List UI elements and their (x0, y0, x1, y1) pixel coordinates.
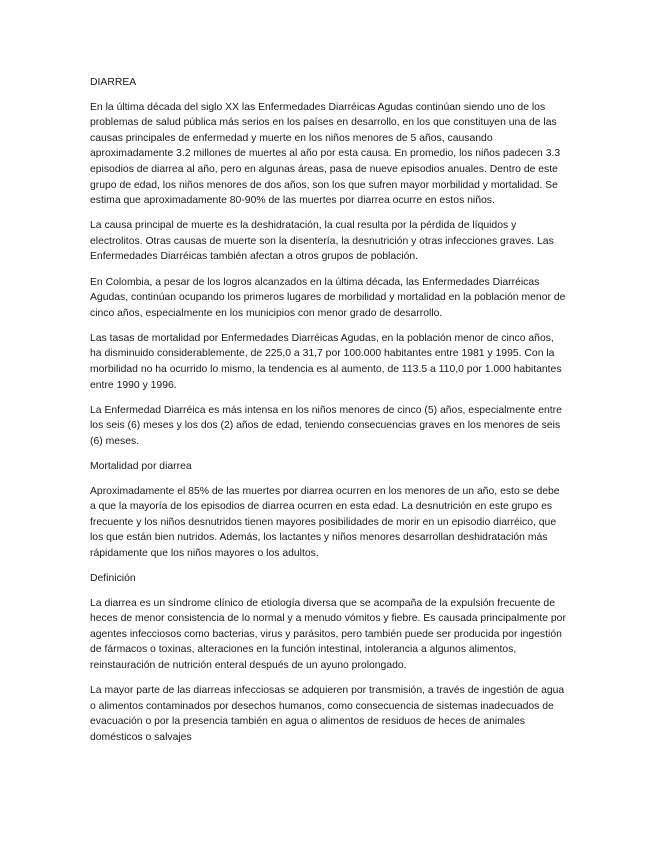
section-heading-mortality: Mortalidad por diarrea (90, 460, 192, 472)
paragraph-mortality: Aproximadamente el 85% de las muertes por diarrea ocurren en los menores de un año, esto se debe a que la mayoría de los episodios de diarrea ocurren en esta edad. La desnutrición en este grupo es frecuente y los niños desnutridos tienen mayores posibilidades de morir en un episodio diarréico, que los que están bien nutridos. Además, los lactantes y niños menores desarrollan deshidratación más rápidamente que los niños mayores o los adultos. (90, 485, 560, 559)
document-title: DIARREA (90, 77, 137, 88)
section-heading-definition: Definición (90, 573, 136, 585)
document-body (90, 75, 568, 755)
paragraph-definition: La diarrea es un síndrome clínico de etiología diversa que se acompaña de la expulsión frecuente de heces de menor consistencia de lo normal y a menudo vómitos y fiebre. Es causada principalmente por agentes infecciosos como bacterias, virus y parásitos, pero también puede ser producida por ingestión de fármacos o toxinas, alteraciones en la función intestinal, intolerancia a algunos alimentos, reinstauración de nutrición enteral después de un ayuno prolongado. (90, 597, 566, 671)
paragraph-transmission: La mayor parte de las diarreas infecciosas se adquieren por transmisión, a través de ingestión de agua o alimentos contaminados por desechos humanos, como consecuencia de sistemas inadecuados de evacuación o por la presencia también en agua o alimentos de residuos de heces de animales domésticos o salvajes (90, 685, 565, 743)
paragraph-intensity: La Enfermedad Diarréica es más intensa en los niños menores de cinco (5) años, especialmente entre los seis (6) meses y los dos (2) años de edad, teniendo consecuencias graves en los menores de seis (6) meses. (90, 404, 562, 447)
paragraph-rates: Las tasas de mortalidad por Enfermedades Diarréicas Agudas, en la población menor de cinco años, ha disminuido considerablemente, de 225,0 a 31,7 por 100.000 habitantes entre 1981 y 1995. Con la morbilidad no ha ocurrido lo mismo, la tendencia es al aumento, de 113.5 a 110,0 por 1.000 habitantes entre 1990 y 1996. (90, 332, 562, 391)
paragraph-intro: En la última década del siglo XX las Enfermedades Diarréicas Agudas continúan siendo uno de los problemas de salud pública más serios en los países en desarrollo, en los que constituyen una de las causas principales de enfermedad y muerte en los niños menores de 5 años, causando aproximadamente 3.2 millones de muertes al año por esta causa. En promedio, los niños padecen 3.3 episodios de diarrea al año, pero en algunas áreas, pasa de nueve episodios anuales. Dentro de este grupo de edad, los niños menores de dos años, son los que sufren mayor morbilidad y mortalidad. Se estima que aproximadamente 80-90% de las muertes por diarrea ocurre en estos niños. (90, 101, 561, 207)
paragraph-causes: La causa principal de muerte es la deshidratación, la cual resulta por la pérdida de líquidos y electrolitos. Otras causas de muerte son la disentería, la desnutrición y otras infecciones graves. Las Enfermedades Diarréicas también afectan a otros grupos de población. (90, 220, 554, 263)
paragraph-colombia: En Colombia, a pesar de los logros alcanzados en la última década, las Enfermedades Diarréicas Agudas, continúan ocupando los primeros lugares de morbilidad y mortalidad en la población menor de cinco años, especialmente en los municipios con menor grado de desarrollo. (90, 276, 566, 319)
